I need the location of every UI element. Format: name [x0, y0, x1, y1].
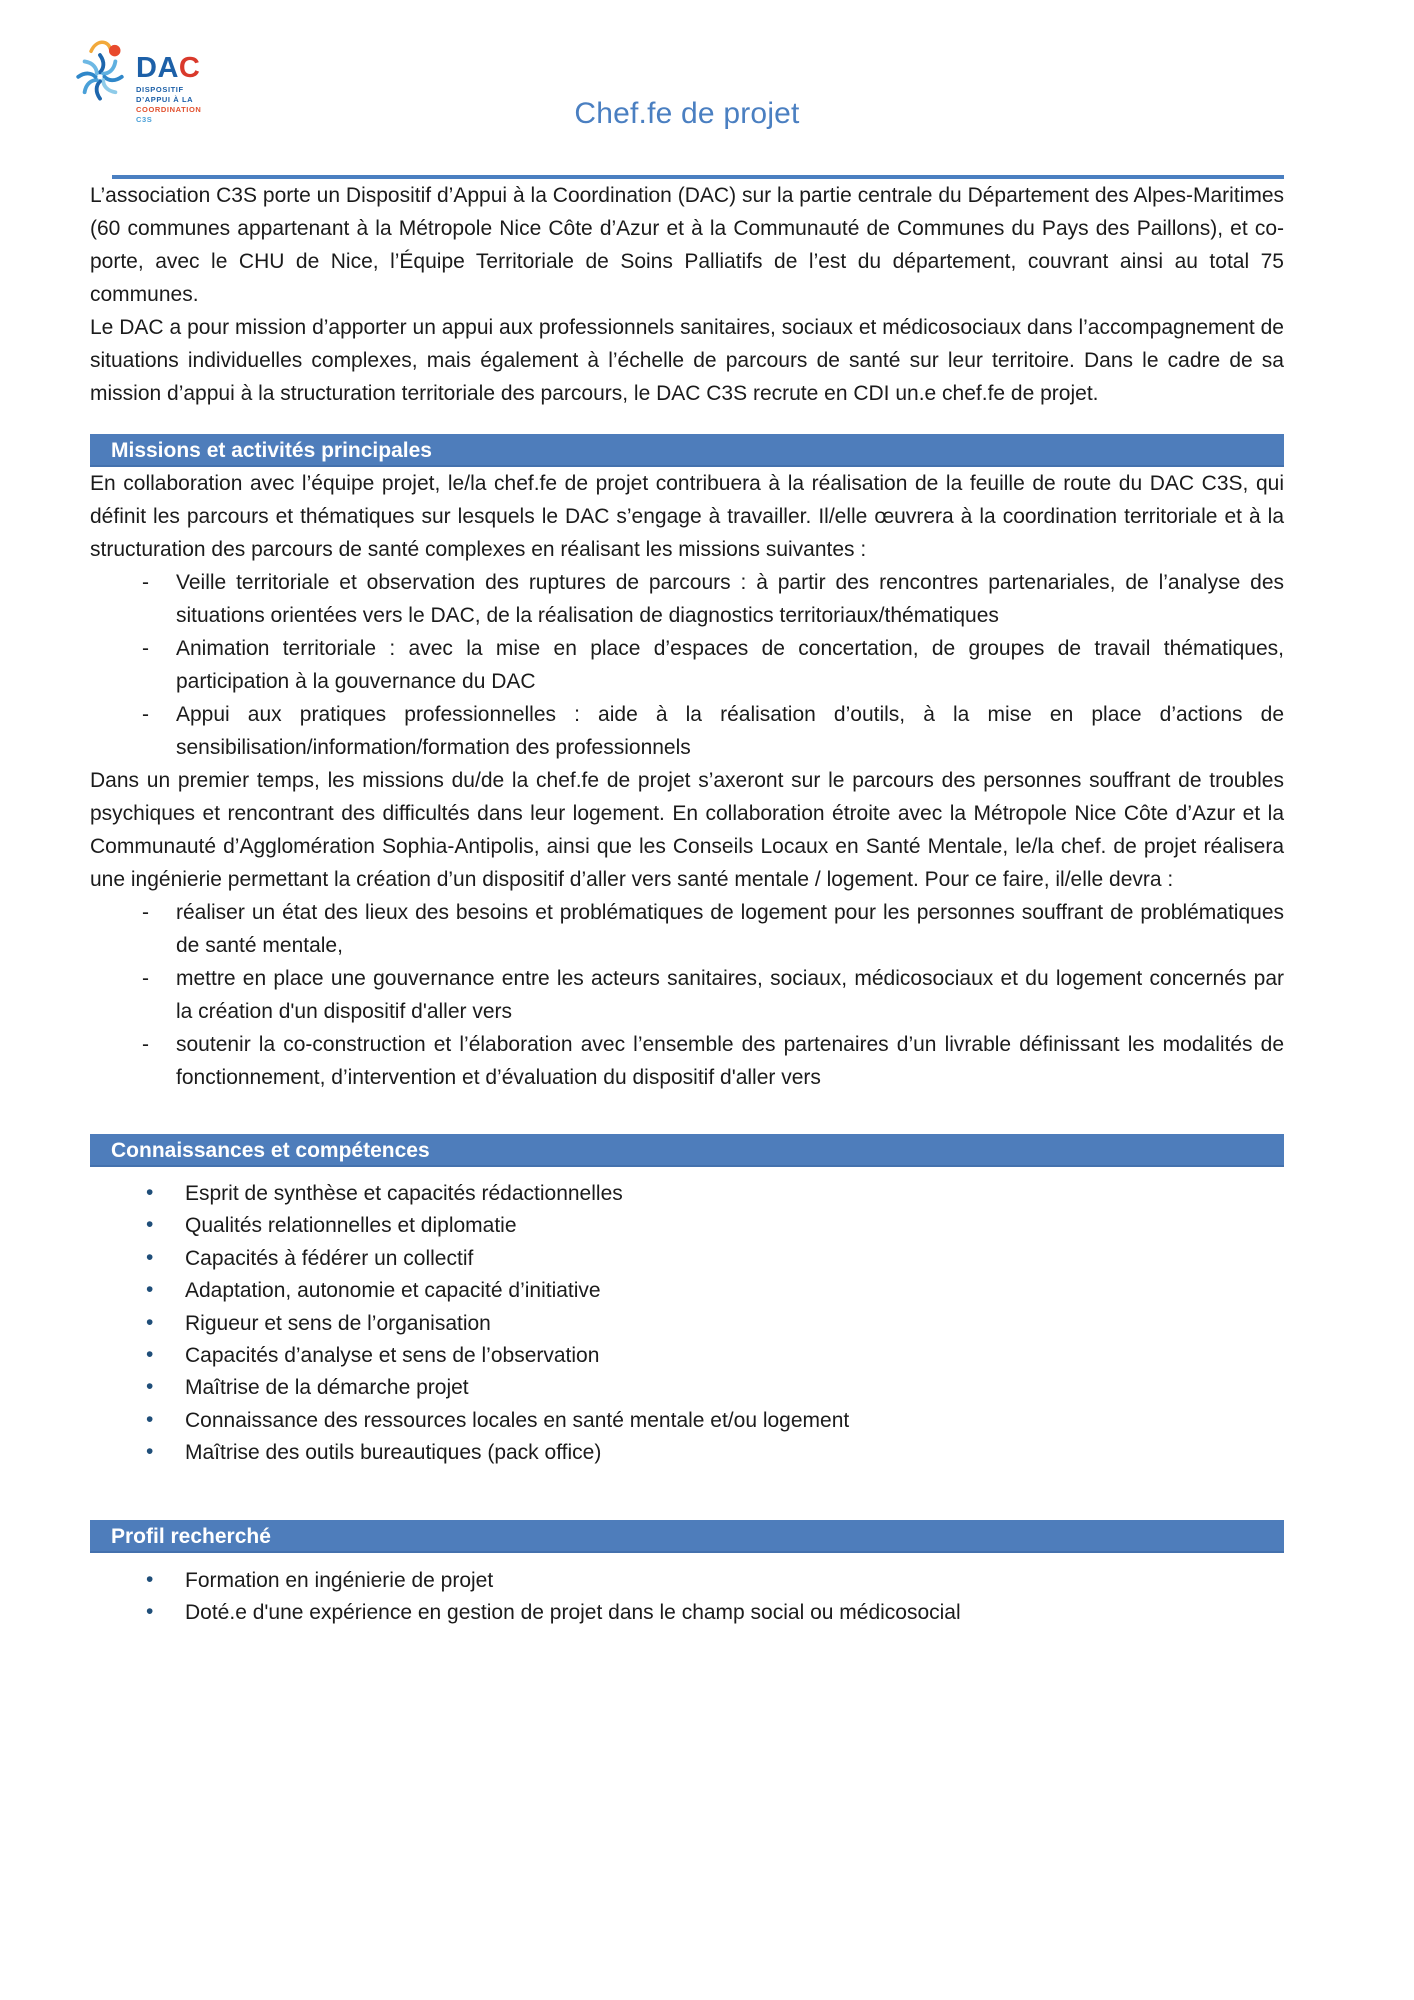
list-item — [90, 1405, 1284, 1437]
list-item — [90, 1210, 1284, 1242]
bullet-marker: • — [146, 1567, 154, 1591]
intro-paragraph-1: L’association C3S porte un Dispositif d’Appui à la Coordination (DAC) sur la partie centrale du Département des Alpes-Maritimes (60 communes appartenant à la Métropole Nice Côte d’Azur et à la Communauté de Communes du Pays des Paillons), et co-porte, avec le CHU de Nice, l’Équipe Territoriale de Soins Palliatifs de l’est du département, couvrant ainsi au total 75 communes. — [90, 184, 1284, 306]
missions-focus-dash-list — [90, 896, 1284, 1094]
dash-marker: - — [142, 637, 149, 660]
list-item-text: Capacités à fédérer un collectif — [185, 1246, 474, 1270]
document-content — [90, 0, 1284, 1629]
bullet-marker: • — [146, 1213, 154, 1237]
dac-logo-acronym-red: C — [178, 52, 201, 84]
list-item-text: soutenir la co-construction et l’élaboration avec l’ensemble des partenaires d’un livrable définissant les modalités de fonctionnement, d’intervention et d’évaluation du dispositif d'aller vers — [176, 1033, 1284, 1089]
list-item-text: Doté.e d'une expérience en gestion de projet dans le champ social ou médicosocial — [185, 1601, 961, 1625]
list-item — [90, 1372, 1284, 1404]
list-item — [90, 1275, 1284, 1307]
profil-bullet-list — [90, 1565, 1284, 1630]
list-item-text: Maîtrise des outils bureautiques (pack office) — [185, 1441, 602, 1465]
dac-logo-line4: C3S — [136, 114, 153, 124]
dash-marker: - — [142, 1033, 149, 1056]
list-item-text: mettre en place une gouvernance entre les acteurs sanitaires, sociaux, médicosociaux et du logement concernés par la création d'un dispositif d'aller vers — [176, 967, 1284, 1023]
competences-bullet-list — [90, 1178, 1284, 1470]
list-item — [90, 896, 1284, 962]
list-item — [90, 962, 1284, 1028]
list-item — [90, 1597, 1284, 1629]
list-item-text: Esprit de synthèse et capacités rédactionnelles — [185, 1182, 623, 1205]
list-item-text: Capacités d’analyse et sens de l’observation — [185, 1344, 600, 1368]
dash-marker: - — [142, 571, 149, 594]
dac-logo-line1: DISPOSITIF — [136, 84, 184, 94]
list-item — [90, 1243, 1284, 1275]
bullet-marker: • — [146, 1245, 154, 1269]
list-item — [90, 1437, 1284, 1469]
bullet-marker: • — [146, 1310, 154, 1334]
list-item — [90, 1340, 1284, 1372]
bullet-marker: • — [146, 1278, 154, 1302]
list-item-text: Adaptation, autonomie et capacité d’initiative — [185, 1279, 601, 1303]
dac-logo-line3: COORDINATION — [136, 104, 202, 114]
bullet-marker: • — [146, 1440, 154, 1464]
missions-focus-paragraph: Dans un premier temps, les missions du/de la chef.fe de projet s’axeront sur le parcours des personnes souffrant de troubles psychiques et rencontrant des difficultés dans leur logement. En collaboration étroite avec la Métropole Nice Côte d’Azur et la Communauté d’Agglomération Sophia-Antipolis, ainsi que les Conseils Locaux en Santé Mentale, le/la chef. de projet réalisera une ingénierie permettant la création d’un dispositif d’aller vers santé mentale / logement. Pour ce faire, il/elle devra : — [90, 769, 1284, 891]
intro-paragraph-2: Le DAC a pour mission d’apporter un appui aux professionnels sanitaires, sociaux et médicosociaux dans l’accompagnement de situations individuelles complexes, mais également à l’échelle de parcours de santé sur leur territoire. Dans le cadre de sa mission d’appui à la structuration territoriale des parcours, le DAC C3S recrute en CDI un.e chef.fe de projet. — [90, 316, 1284, 405]
list-item — [90, 632, 1284, 698]
list-item-text: Connaissance des ressources locales en santé mentale et/ou logement — [185, 1408, 850, 1432]
list-item — [90, 698, 1284, 764]
section-header-competences: Connaissances et compétences — [90, 1134, 1284, 1167]
list-item-text: Veille territoriale et observation des ruptures de parcours : à partir des rencontres partenariales, de l’analyse des situations orientées vers le DAC, de la réalisation de diagnostics territoriaux/thématiques — [176, 571, 1284, 627]
list-item-text: Appui aux pratiques professionnelles : aide à la réalisation d’outils, à la mise en place d’actions de sensibilisation/information/formation des professionnels — [176, 703, 1284, 759]
list-item — [90, 1028, 1284, 1094]
list-item — [90, 1308, 1284, 1340]
list-item-text: Maîtrise de la démarche projet — [185, 1376, 469, 1400]
list-item-text: Formation en ingénierie de projet — [185, 1568, 494, 1592]
list-item-text: Qualités relationnelles et diplomatie — [185, 1214, 517, 1238]
list-item — [90, 1178, 1284, 1210]
dac-logo-line2: D’APPUI À LA — [136, 94, 194, 104]
dash-marker: - — [142, 901, 149, 924]
dash-marker: - — [142, 967, 149, 990]
bullet-marker: • — [146, 1181, 154, 1204]
page-title: Chef.fe de projet — [574, 97, 800, 130]
section-header-missions: Missions et activités principales — [90, 434, 1284, 467]
dash-marker: - — [142, 703, 149, 726]
dac-logo-acronym-blue: DA — [136, 52, 179, 84]
list-item-text: Rigueur et sens de l’organisation — [185, 1311, 491, 1335]
section-header-profil: Profil recherché — [90, 1520, 1284, 1553]
list-item-text: réaliser un état des lieux des besoins et problématiques de logement pour les personnes souffrant de problématiques de santé mentale, — [176, 901, 1284, 957]
list-item-text: Animation territoriale : avec la mise en place d’espaces de concertation, de groupes de travail thématiques, participation à la gouvernance du DAC — [176, 637, 1284, 693]
missions-lead-paragraph: En collaboration avec l’équipe projet, le/la chef.fe de projet contribuera à la réalisation de la feuille de route du DAC C3S, qui définit les parcours et thématiques sur lesquels le DAC s’engage à travailler. Il/elle œuvrera à la coordination territoriale et à la structuration des parcours de santé complexes en réalisant les missions suivantes : — [90, 472, 1284, 561]
list-item — [90, 566, 1284, 632]
bullet-marker: • — [146, 1343, 154, 1367]
missions-dash-list — [90, 566, 1284, 764]
bullet-marker: • — [146, 1375, 154, 1399]
bullet-marker: • — [146, 1407, 154, 1431]
bullet-marker: • — [146, 1600, 154, 1624]
list-item — [90, 1565, 1284, 1597]
